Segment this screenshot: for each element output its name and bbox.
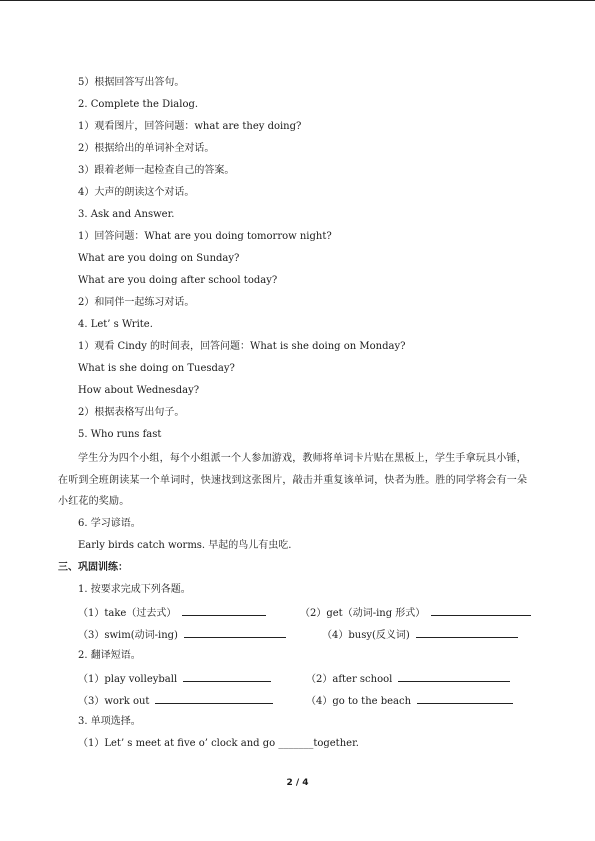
question-title: 1. 按要求完成下列各题。 — [78, 584, 191, 595]
exercise-prompt: （2）after school — [306, 674, 393, 685]
exercise-item — [78, 693, 273, 709]
page-number: 2 / 4 — [286, 778, 309, 788]
answer-blank[interactable]: _______ — [278, 738, 314, 749]
question-title: 3. 单项选择。 — [78, 716, 141, 727]
section-title: 三、巩固训练： — [58, 562, 128, 573]
answer-blank[interactable] — [416, 627, 518, 638]
header-rule — [0, 0, 595, 1]
text-line: 2. Complete the Dialog. — [78, 99, 199, 110]
text-line: 1）观看图片，回答问题：what are they doing? — [78, 121, 302, 132]
exercise-prompt: （1）play volleyball — [78, 674, 178, 685]
text-line: 2）和同伴一起练习对话。 — [78, 297, 195, 308]
exercise-prompt: （1）take（过去式） — [78, 608, 177, 619]
exercise-item — [78, 627, 286, 643]
text-line: 3. Ask and Answer. — [78, 209, 175, 220]
exercise-item — [322, 627, 518, 643]
text-line: 6. 学习谚语。 — [78, 518, 141, 529]
text-line: What are you doing after school today? — [78, 275, 278, 286]
text-line: 5）根据回答写出答句。 — [78, 77, 185, 88]
exercise-item — [78, 671, 271, 687]
answer-blank[interactable] — [182, 605, 266, 616]
text-line: What are you doing on Sunday? — [78, 253, 240, 264]
text-line: 4. Let’ s Write. — [78, 319, 153, 330]
answer-blank[interactable] — [155, 693, 273, 704]
choice-item — [78, 737, 359, 751]
answer-blank[interactable] — [183, 671, 271, 682]
text-line: How about Wednesday? — [78, 385, 200, 396]
text-line: 4）大声的朗读这个对话。 — [78, 187, 195, 198]
text-line: 5. Who runs fast — [78, 429, 162, 440]
answer-blank[interactable] — [417, 693, 513, 704]
game-description-paragraph: 学生分为四个小组，每个小组派一个人参加游戏，教师将单词卡片贴在黑板上，学生手拿玩具小锤，在听到全班朗读某一个单词时，快速找到这张图片，敲击并重复该单词，快者为胜。胜的同学将会有一朵小红花的奖励。 — [58, 453, 528, 507]
answer-blank[interactable] — [398, 671, 510, 682]
text-line: What is she doing on Tuesday? — [78, 363, 235, 374]
answer-blank[interactable] — [184, 627, 286, 638]
text-line: 2）根据表格写出句子。 — [78, 407, 185, 418]
question-title: 2. 翻译短语。 — [78, 650, 141, 661]
exercise-prompt: （3）work out — [78, 696, 150, 707]
text-line: 1）观看 Cindy 的时间表，回答问题：What is she doing on Monday? — [78, 341, 406, 352]
text-line: 1）回答问题：What are you doing tomorrow night? — [78, 231, 332, 242]
exercise-prompt: （4）busy(反义词) — [322, 630, 410, 641]
choice-prompt: （1）Let’ s meet at five o’ clock and go — [78, 738, 276, 749]
exercise-item — [306, 671, 510, 687]
exercise-item — [300, 605, 531, 621]
exercise-item — [78, 605, 266, 621]
exercise-prompt: （3）swim(动词-ing) — [78, 630, 178, 641]
proverb-line: Early birds catch worms. 早起的鸟儿有虫吃. — [78, 540, 292, 551]
text-line: 3）跟着老师一起检查自己的答案。 — [78, 165, 235, 176]
text-line: 2）根据给出的单词补全对话。 — [78, 143, 215, 154]
exercise-item — [306, 693, 513, 709]
exercise-prompt: （2）get（动词-ing 形式） — [300, 608, 426, 619]
exercise-prompt: （4）go to the beach — [306, 696, 412, 707]
answer-blank[interactable] — [431, 605, 531, 616]
choice-prompt-end: together. — [313, 738, 359, 749]
